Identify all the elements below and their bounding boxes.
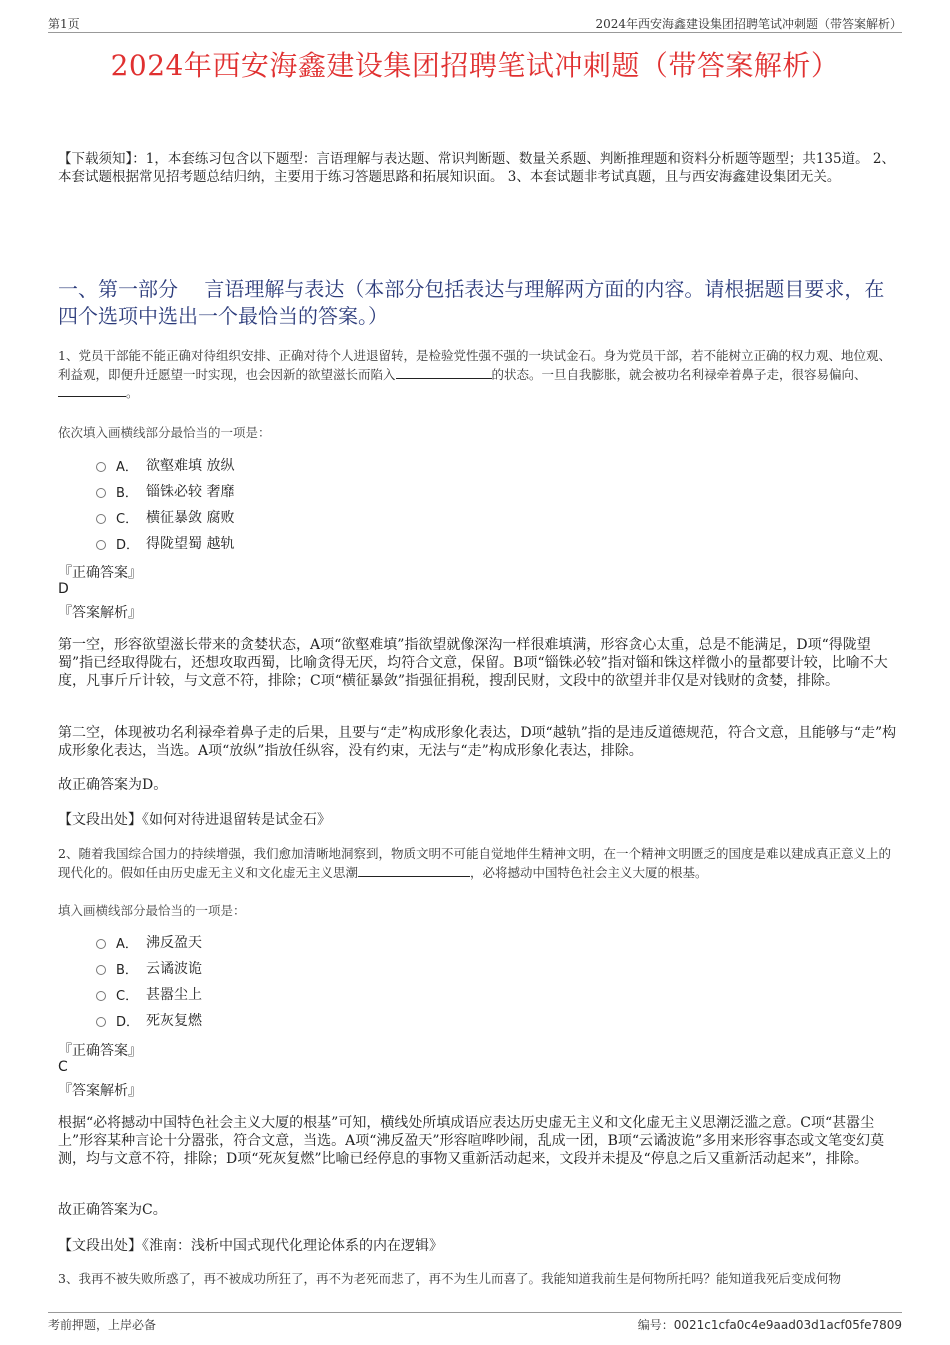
footer-slogan: 考前押题，上岸必备 — [48, 1318, 157, 1332]
footer-code: 编号：0021c1cfa0c4e9aad03d1acf05fe7809 — [637, 1318, 902, 1332]
header-doc-name: 2024年西安海鑫建设集团招聘笔试冲刺题（带答案解析） — [595, 17, 902, 31]
question-2-prompt: 填入画横线部分最恰当的一项是： — [58, 903, 246, 918]
document-id: 0021c1cfa0c4e9aad03d1acf05fe7809 — [673, 1318, 902, 1332]
radio-icon[interactable] — [96, 488, 106, 498]
question-2-analysis-label: 『答案解析』 — [58, 1083, 142, 1099]
question-1-option-b[interactable]: B． 锱铢必较 奢靡 — [96, 478, 234, 504]
question-2-answer-label: 『正确答案』 — [58, 1043, 142, 1059]
question-1-answer-label: 『正确答案』 — [58, 565, 142, 581]
radio-icon[interactable] — [96, 1017, 106, 1027]
question-1-option-a[interactable]: A． 欲壑难填 放纵 — [96, 452, 234, 478]
question-2-text: 2、随着我国综合国力的持续增强，我们愈加清晰地洞察到，物质文明不可能自觉地伴生精神文明，在一个精神文明匮乏的国度是难以建成真正意义上的现代化的。假如任由历史虚无主义和文化虚无主义思潮 ，必将撼动中国特色社会主义大厦的根基。 — [58, 846, 891, 880]
question-2-option-d[interactable]: D． 死灰复燃 — [96, 1007, 202, 1033]
question-1-source: 【文段出处】《如何对待进退留转是试金石》 — [58, 812, 331, 828]
question-1-analysis-2: 第二空，体现被功名利禄牵着鼻子走的后果，且要与“走”构成形象化表达，D项“越轨”指的是违反道德规范，符合文意，且能够与“走”构成形象化表达，当选。A项“放纵”指放任纵容，没有约束，无法与“走”构成形象化表达，排除。 — [58, 725, 897, 759]
question-1-option-c[interactable]: C． 横征暴敛 腐败 — [96, 504, 234, 530]
question-1-prompt: 依次填入画横线部分最恰当的一项是： — [58, 425, 271, 440]
question-2-blank — [358, 864, 470, 877]
page-number: 第1页 — [48, 17, 80, 31]
radio-icon[interactable] — [96, 540, 106, 550]
radio-icon[interactable] — [96, 965, 106, 975]
download-notice: 【下载须知】：1，本套练习包含以下题型：言语理解与表达题、常识判断题、数量关系题、判断推理题和资料分析题等题型；共135道。 2、本套试题根据常见招考题总结归纳，主要用于练习答题思路和拓展知识面。 3、本套试题非考试真题，且与西安海鑫建设集团无关。 — [58, 151, 895, 185]
question-2-options — [96, 929, 202, 1033]
question-3-text: 3、我再不被失败所惑了，再不被成功所狂了，再不为老死而悲了，再不为生儿而喜了。我能知道我前生是何物所托吗？能知道我死后变成何物 — [58, 1271, 841, 1286]
question-1-blank-2 — [58, 384, 126, 397]
question-1-option-d[interactable]: D． 得陇望蜀 越轨 — [96, 530, 234, 556]
question-2-answer: C — [58, 1059, 68, 1075]
section-title: 一、第一部分 言语理解与表达（本部分包括表达与理解两方面的内容。请根据题目要求，在四个选项中选出一个最恰当的答案。） — [58, 277, 885, 328]
question-2-option-a[interactable]: A． 沸反盈天 — [96, 929, 202, 955]
radio-icon[interactable] — [96, 462, 106, 472]
radio-icon[interactable] — [96, 514, 106, 524]
radio-icon[interactable] — [96, 939, 106, 949]
question-1-analysis-label: 『答案解析』 — [58, 605, 142, 621]
question-1-answer: D — [58, 581, 69, 597]
question-1-analysis-3: 故正确答案为D。 — [58, 777, 168, 793]
question-2-option-b[interactable]: B． 云谲波诡 — [96, 955, 202, 981]
question-2-analysis-1: 根据“必将撼动中国特色社会主义大厦的根基”可知，横线处所填成语应表达历史虚无主义和文化虚无主义思潮泛滥之意。C项“甚嚣尘上”形容某种言论十分嚣张，符合文意，当选。A项“沸反盈天”形容喧哗吵闹，乱成一团，B项“云谲波诡”多用来形容事态或文笔变幻莫测，均与文意不符，排除；D项“死灰复燃”比喻已经停息的事物又重新活动起来，文段并未提及“停息之后又重新活动起来”，排除。 — [58, 1115, 885, 1167]
question-1-analysis-1: 第一空，形容欲望滋长带来的贪婪状态，A项“欲壑难填”指欲望就像深沟一样很难填满，形容贪心太重，总是不能满足，D项“得陇望蜀”指已经取得陇右，还想攻取西蜀，比喻贪得无厌，均符合文意，保留。B项“锱铢必较”指对锱和铢这样微小的量都要计较，比喻不大度，凡事斤斤计较，与文意不符，排除；C项“横征暴敛”指强征捐税，搜刮民财，文段中的欲望并非仅是对钱财的贪婪，排除。 — [58, 637, 888, 689]
document-title: 2024年西安海鑫建设集团招聘笔试冲刺题（带答案解析） — [110, 49, 840, 82]
question-1-text: 1、党员干部能不能正确对待组织安排、正确对待个人进退留转，是检验党性强不强的一块试金石。身为党员干部，若不能树立正确的权力观、地位观、利益观，即便升迁愿望一时实现，也会因新的欲望滋长而陷入 的状态。一旦自我膨胀，就会被功名利禄牵着鼻子走，很容易偏向、。 — [58, 348, 891, 400]
question-1-blank-1 — [396, 366, 492, 379]
page-header — [48, 14, 902, 33]
question-2-analysis-2: 故正确答案为C。 — [58, 1202, 167, 1218]
page-footer — [48, 1312, 902, 1331]
question-1-options — [96, 452, 234, 556]
question-2-option-c[interactable]: C． 甚嚣尘上 — [96, 981, 202, 1007]
radio-icon[interactable] — [96, 991, 106, 1001]
question-2-source: 【文段出处】《淮南：浅析中国式现代化理论体系的内在逻辑》 — [58, 1238, 443, 1254]
